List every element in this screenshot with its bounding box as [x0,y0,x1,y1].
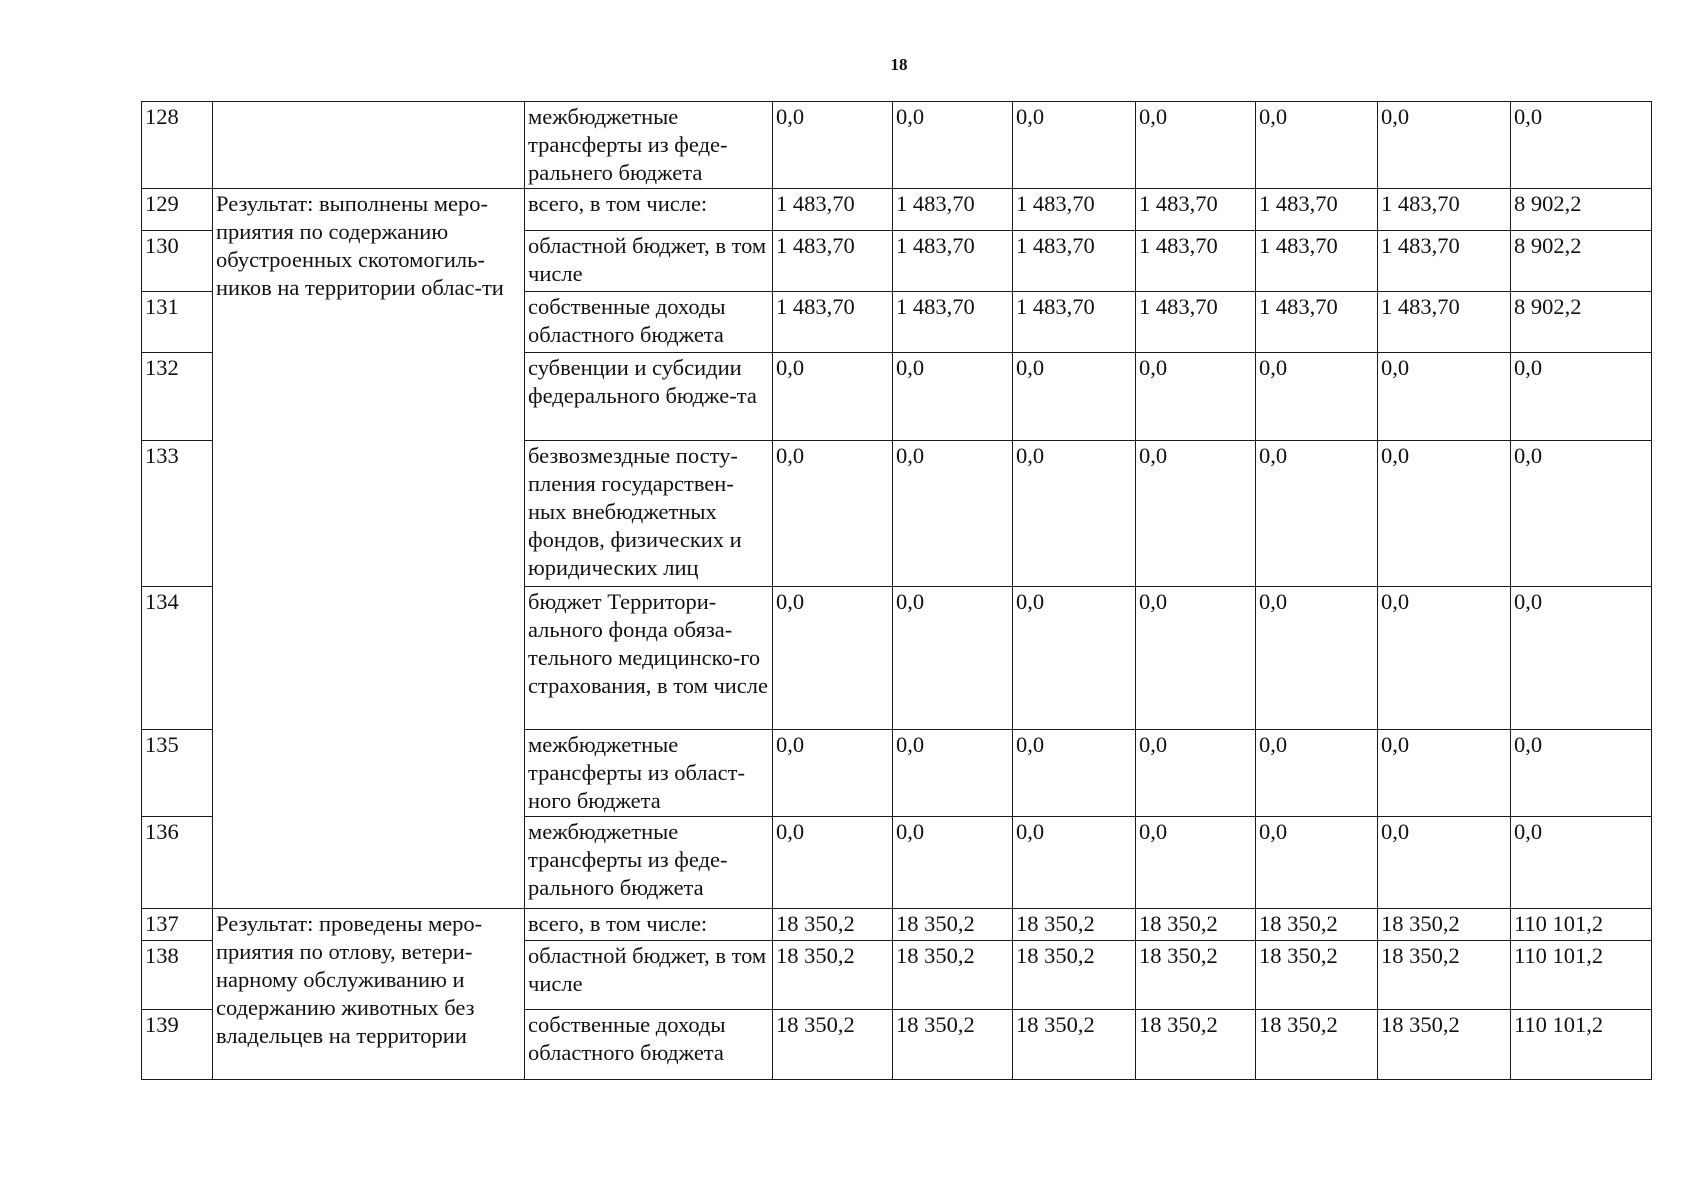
total-value: 110 101,2 [1511,941,1652,1010]
row-number: 135 [142,730,213,817]
year-value: 0,0 [1256,353,1378,441]
year-value: 1 483,70 [1136,292,1256,353]
year-value: 1 483,70 [1378,292,1511,353]
funding-source: областной бюджет, в том числе [525,231,773,292]
year-value: 1 483,70 [1256,292,1378,353]
total-value: 0,0 [1511,353,1652,441]
year-value: 18 350,2 [1136,1010,1256,1080]
total-value: 0,0 [1511,102,1652,189]
year-value: 18 350,2 [1256,909,1378,941]
year-value: 0,0 [893,353,1013,441]
funding-source: субвенции и субсидии федерального бюдже-та [525,353,773,441]
year-value: 0,0 [773,587,893,730]
year-value: 0,0 [773,817,893,909]
table-row [142,909,1652,941]
year-value: 0,0 [1256,817,1378,909]
total-value: 0,0 [1511,730,1652,817]
year-value: 1 483,70 [1378,189,1511,231]
year-value: 0,0 [893,730,1013,817]
row-number: 136 [142,817,213,909]
funding-source: межбюджетные трансферты из феде-рального бюджета [525,817,773,909]
year-value: 0,0 [893,102,1013,189]
year-value: 0,0 [1136,817,1256,909]
year-value: 18 350,2 [1136,941,1256,1010]
year-value: 18 350,2 [773,1010,893,1080]
year-value: 0,0 [1136,441,1256,587]
total-value: 110 101,2 [1511,1010,1652,1080]
year-value: 0,0 [773,730,893,817]
year-value: 18 350,2 [1256,941,1378,1010]
total-value: 110 101,2 [1511,909,1652,941]
year-value: 1 483,70 [893,292,1013,353]
year-value: 18 350,2 [1378,909,1511,941]
year-value: 0,0 [1013,730,1136,817]
year-value: 1 483,70 [1013,292,1136,353]
year-value: 0,0 [773,102,893,189]
total-value: 8 902,2 [1511,189,1652,231]
table-row [142,189,1652,231]
funding-source: бюджет Территори-ального фонда обяза-тельного медицинско-го страхования, в том числе [525,587,773,730]
funding-source: безвозмездные посту-пления государствен-ных внебюджетных фондов, физических и юридических лиц [525,441,773,587]
total-value: 8 902,2 [1511,292,1652,353]
year-value: 0,0 [1136,587,1256,730]
funding-source: собственные доходы областного бюджета [525,292,773,353]
year-value: 0,0 [893,587,1013,730]
year-value: 0,0 [773,353,893,441]
year-value: 0,0 [1136,102,1256,189]
year-value: 18 350,2 [1136,909,1256,941]
year-value: 18 350,2 [1013,941,1136,1010]
row-number: 138 [142,941,213,1010]
year-value: 1 483,70 [773,292,893,353]
result-description: Результат: проведены меро-приятия по отлову, ветери-нарному обслуживанию и содержанию животных без владельцев на территории [213,909,525,1080]
year-value: 0,0 [893,441,1013,587]
year-value: 1 483,70 [773,231,893,292]
funding-source: всего, в том числе: [525,909,773,941]
year-value: 0,0 [1378,730,1511,817]
result-description: Результат: выполнены меро-приятия по содержанию обустроенных скотомогиль-ников на территории облас-ти [213,189,525,909]
year-value: 1 483,70 [1256,189,1378,231]
year-value: 0,0 [1013,353,1136,441]
row-number: 139 [142,1010,213,1080]
row-number: 137 [142,909,213,941]
year-value: 18 350,2 [1013,909,1136,941]
year-value: 18 350,2 [1256,1010,1378,1080]
year-value: 0,0 [1256,441,1378,587]
row-number: 131 [142,292,213,353]
year-value: 18 350,2 [1378,1010,1511,1080]
total-value: 8 902,2 [1511,231,1652,292]
year-value: 18 350,2 [773,941,893,1010]
year-value: 0,0 [1256,730,1378,817]
year-value: 0,0 [893,817,1013,909]
year-value: 18 350,2 [893,1010,1013,1080]
budget-table [141,101,1652,1080]
year-value: 0,0 [1136,730,1256,817]
year-value: 0,0 [1378,102,1511,189]
row-number: 128 [142,102,213,189]
year-value: 18 350,2 [1378,941,1511,1010]
row-number: 133 [142,441,213,587]
year-value: 18 350,2 [893,941,1013,1010]
year-value: 0,0 [1013,587,1136,730]
table-row [142,102,1652,189]
result-description [213,102,525,189]
page-number: 18 [890,55,908,74]
year-value: 1 483,70 [1378,231,1511,292]
year-value: 18 350,2 [893,909,1013,941]
year-value: 18 350,2 [1013,1010,1136,1080]
year-value: 1 483,70 [1256,231,1378,292]
row-number: 130 [142,231,213,292]
year-value: 0,0 [1378,817,1511,909]
total-value: 0,0 [1511,441,1652,587]
funding-source: областной бюджет, в том числе [525,941,773,1010]
year-value: 0,0 [1256,102,1378,189]
year-value: 0,0 [1378,587,1511,730]
funding-source: всего, в том числе: [525,189,773,231]
year-value: 0,0 [1136,353,1256,441]
year-value: 1 483,70 [1136,189,1256,231]
year-value: 1 483,70 [893,231,1013,292]
row-number: 134 [142,587,213,730]
row-number: 129 [142,189,213,231]
row-number: 132 [142,353,213,441]
year-value: 1 483,70 [1136,231,1256,292]
year-value: 0,0 [1378,441,1511,587]
year-value: 1 483,70 [1013,231,1136,292]
year-value: 0,0 [1013,102,1136,189]
year-value: 0,0 [1013,817,1136,909]
funding-source: собственные доходы областного бюджета [525,1010,773,1080]
year-value: 0,0 [1256,587,1378,730]
total-value: 0,0 [1511,817,1652,909]
year-value: 0,0 [1013,441,1136,587]
year-value: 1 483,70 [1013,189,1136,231]
total-value: 0,0 [1511,587,1652,730]
year-value: 0,0 [1378,353,1511,441]
year-value: 18 350,2 [773,909,893,941]
funding-source: межбюджетные трансферты из феде-ральнего бюджета [525,102,773,189]
year-value: 1 483,70 [893,189,1013,231]
year-value: 0,0 [773,441,893,587]
funding-source: межбюджетные трансферты из област-ного бюджета [525,730,773,817]
year-value: 1 483,70 [773,189,893,231]
